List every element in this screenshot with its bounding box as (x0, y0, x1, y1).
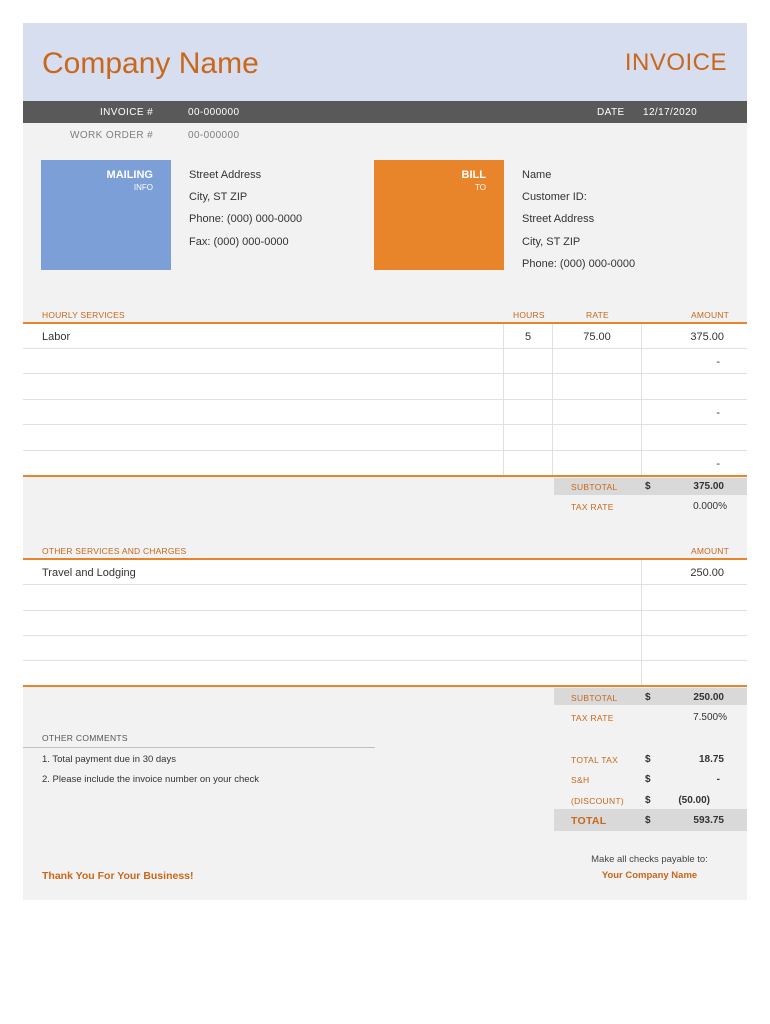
other-row-desc: Travel and Lodging (42, 567, 136, 579)
hourly-footer-rule (23, 475, 747, 477)
invoice-number-value: 00-000000 (188, 107, 240, 118)
hourly-tax-rate-value: 0.000% (693, 501, 727, 512)
other-subtotal-value: 250.00 (693, 692, 724, 703)
hourly-row-amount: - (716, 407, 720, 419)
total-tax-label: TOTAL TAX (571, 755, 619, 765)
work-order-label: WORK ORDER # (70, 130, 154, 141)
row-divider (23, 373, 747, 374)
bill-title: BILL (461, 169, 486, 181)
total-value: 593.75 (693, 815, 724, 826)
bill-subtitle: TO (475, 183, 486, 192)
date-value: 12/17/2020 (643, 107, 698, 118)
hourly-row-amount: - (716, 356, 720, 368)
invoice-title: INVOICE (624, 49, 727, 76)
mailing-city: City, ST ZIP (189, 191, 248, 203)
thank-you-message: Thank You For Your Business! (42, 870, 194, 882)
date-label: DATE (597, 107, 625, 118)
bill-to-box (374, 160, 504, 270)
company-name: Company Name (42, 47, 259, 80)
bill-name: Name (522, 169, 552, 181)
hourly-row-desc: Labor (42, 331, 71, 343)
shipping-handling-value: - (716, 774, 720, 785)
row-divider (23, 610, 747, 611)
mailing-phone: Phone: (000) 000-0000 (189, 213, 303, 225)
invoice-info-bar (23, 101, 747, 123)
hours-column-header: HOURS (513, 310, 545, 320)
other-subtotal-currency: $ (645, 692, 651, 703)
shipping-handling-currency: $ (645, 774, 651, 785)
mailing-info-box (41, 160, 171, 270)
amount-column-header: AMOUNT (691, 310, 730, 320)
invoice-sheet (23, 23, 747, 900)
total-tax-value: 18.75 (698, 754, 724, 765)
other-footer-rule (23, 685, 747, 687)
hourly-tax-rate-label: TAX RATE (571, 502, 614, 512)
comment-line: 2. Please include the invoice number on your check (42, 774, 260, 785)
discount-label: (DISCOUNT) (571, 796, 625, 806)
mailing-street: Street Address (189, 169, 262, 181)
comment-line: 1. Total payment due in 30 days (42, 754, 176, 765)
other-services-heading: OTHER SERVICES AND CHARGES (42, 546, 187, 556)
other-row-amount: 250.00 (690, 567, 724, 579)
payable-to-name: Your Company Name (601, 870, 698, 881)
other-subtotal-label: SUBTOTAL (571, 693, 618, 703)
comments-rule (23, 747, 375, 748)
row-divider (23, 399, 747, 400)
total-currency: $ (645, 815, 651, 826)
hourly-row-amount: 375.00 (690, 331, 724, 343)
shipping-handling-label: S&H (571, 775, 590, 785)
bill-phone: Phone: (000) 000-0000 (522, 258, 636, 270)
bill-street: Street Address (522, 213, 595, 225)
mailing-fax: Fax: (000) 000-0000 (189, 236, 289, 248)
hourly-row-hours: 5 (524, 331, 532, 343)
work-order-value: 00-000000 (188, 130, 240, 141)
mailing-title: MAILING (106, 169, 153, 181)
mailing-subtitle: INFO (133, 183, 153, 192)
hourly-subtotal-value: 375.00 (693, 481, 724, 492)
row-divider (23, 450, 747, 451)
row-divider (23, 584, 747, 585)
other-amount-column-header: AMOUNT (691, 546, 730, 556)
hourly-services-heading: HOURLY SERVICES (42, 310, 125, 320)
invoice-header (23, 23, 747, 101)
hourly-row-amount: - (716, 458, 720, 470)
total-label: TOTAL (571, 815, 607, 827)
bill-customer-id: Customer ID: (522, 191, 587, 203)
payable-to-label: Make all checks payable to: (591, 854, 708, 865)
row-divider (23, 635, 747, 636)
discount-currency: $ (645, 795, 651, 806)
other-comments-heading: OTHER COMMENTS (42, 733, 128, 743)
row-divider (23, 424, 747, 425)
total-tax-currency: $ (645, 754, 651, 765)
other-tax-rate-value: 7.500% (693, 712, 727, 723)
other-tax-rate-label: TAX RATE (571, 713, 614, 723)
hourly-row-rate: 75.00 (583, 331, 611, 343)
discount-value: (50.00) (678, 795, 710, 806)
invoice-number-label: INVOICE # (100, 107, 154, 118)
rate-column-header: RATE (586, 310, 609, 320)
hourly-subtotal-currency: $ (645, 481, 651, 492)
bill-city: City, ST ZIP (522, 236, 581, 248)
row-divider (23, 660, 747, 661)
row-divider (23, 348, 747, 349)
hourly-subtotal-label: SUBTOTAL (571, 482, 618, 492)
